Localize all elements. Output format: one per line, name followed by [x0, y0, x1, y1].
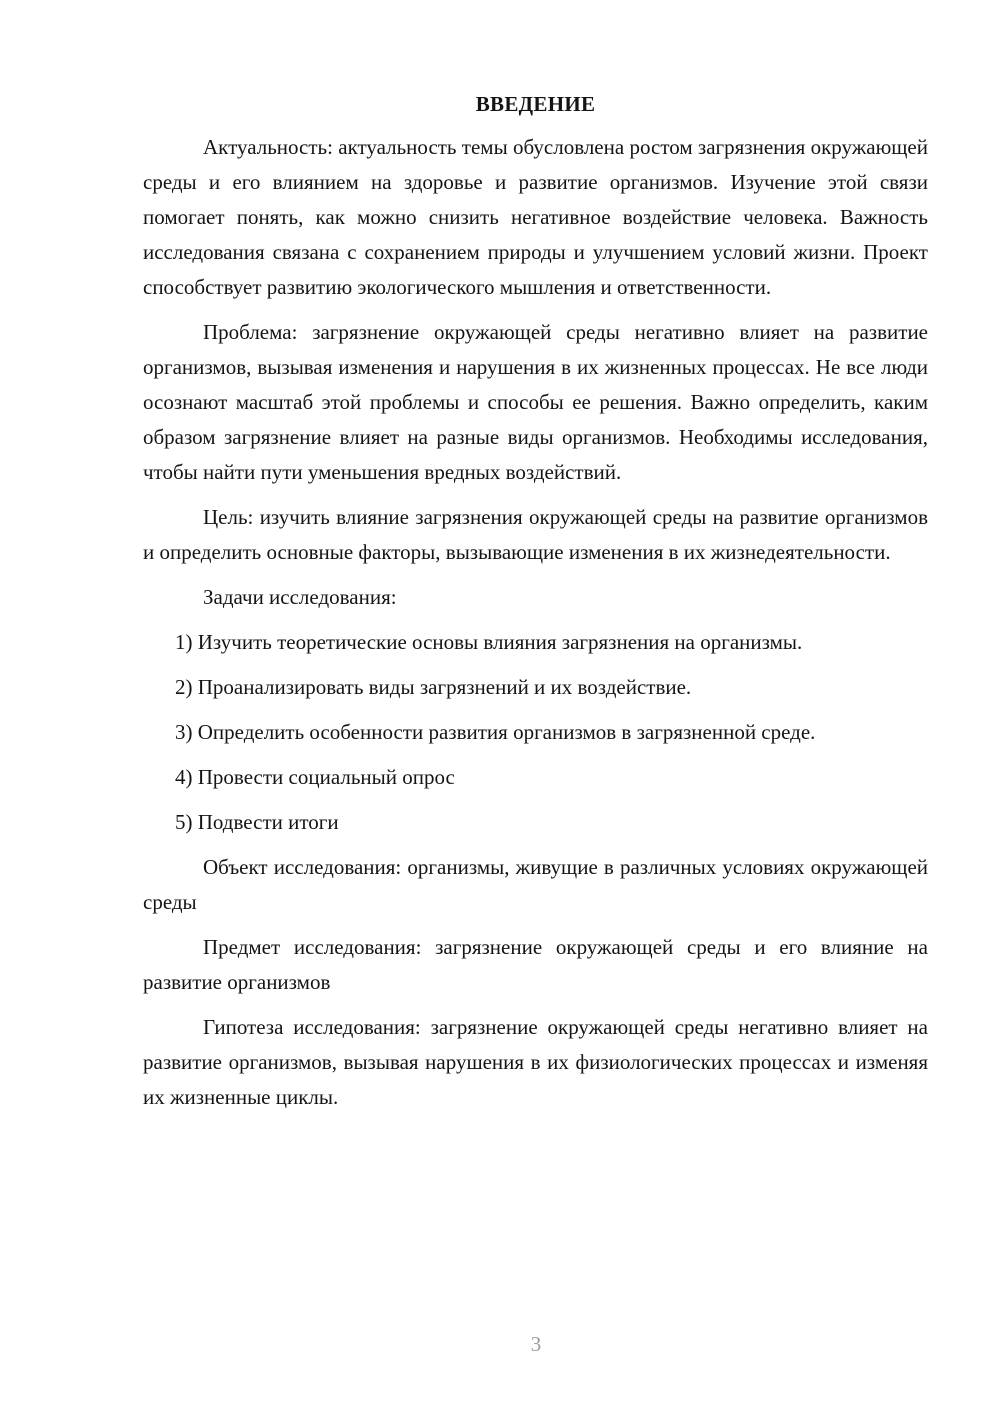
page-number: 3	[530, 1332, 542, 1356]
page-title: ВВЕДЕНИЕ	[475, 92, 596, 116]
task-item-1: 1) Изучить теоретические основы влияния загрязнения на организмы.	[175, 630, 803, 654]
paragraph-object: Объект исследования: организмы, живущие в различных условиях окружающей среды	[143, 855, 928, 914]
task-item-3: 3) Определить особенности развития организмов в загрязненной среде.	[175, 720, 816, 744]
tasks-heading: Задачи исследования:	[203, 585, 397, 609]
paragraph-hypothesis: Гипотеза исследования: загрязнение окружающей среды негативно влияет на развитие организмов, вызывая нарушения в их физиологических процессах и изменяя их жизненные циклы.	[143, 1015, 928, 1109]
task-item-5: 5) Подвести итоги	[175, 810, 339, 834]
task-item-2: 2) Проанализировать виды загрязнений и их воздействие.	[175, 675, 692, 699]
paragraph-problem: Проблема: загрязнение окружающей среды негативно влияет на развитие организмов, вызывая изменения и нарушения в их жизненных процессах. Не все люди осознают масштаб этой проблемы и способы ее решения. Важно определить, каким образом загрязнение влияет на разные виды организмов. Необходимы исследования, чтобы найти пути уменьшения вредных воздействий.	[143, 320, 928, 484]
paragraph-relevance: Актуальность: актуальность темы обусловлена ростом загрязнения окружающей среды и его влиянием на здоровье и развитие организмов. Изучение этой связи помогает понять, как можно снизить негативное воздействие человека. Важность исследования связана с сохранением природы и улучшением условий жизни. Проект способствует развитию экологического мышления и ответственности.	[143, 135, 928, 299]
paragraph-subject: Предмет исследования: загрязнение окружающей среды и его влияние на развитие организмов	[143, 935, 928, 994]
paragraph-goal: Цель: изучить влияние загрязнения окружающей среды на развитие организмов и определить основные факторы, вызывающие изменения в их жизнедеятельности.	[143, 505, 928, 564]
document-page	[143, 90, 928, 1125]
task-item-4: 4) Провести социальный опрос	[175, 765, 455, 789]
